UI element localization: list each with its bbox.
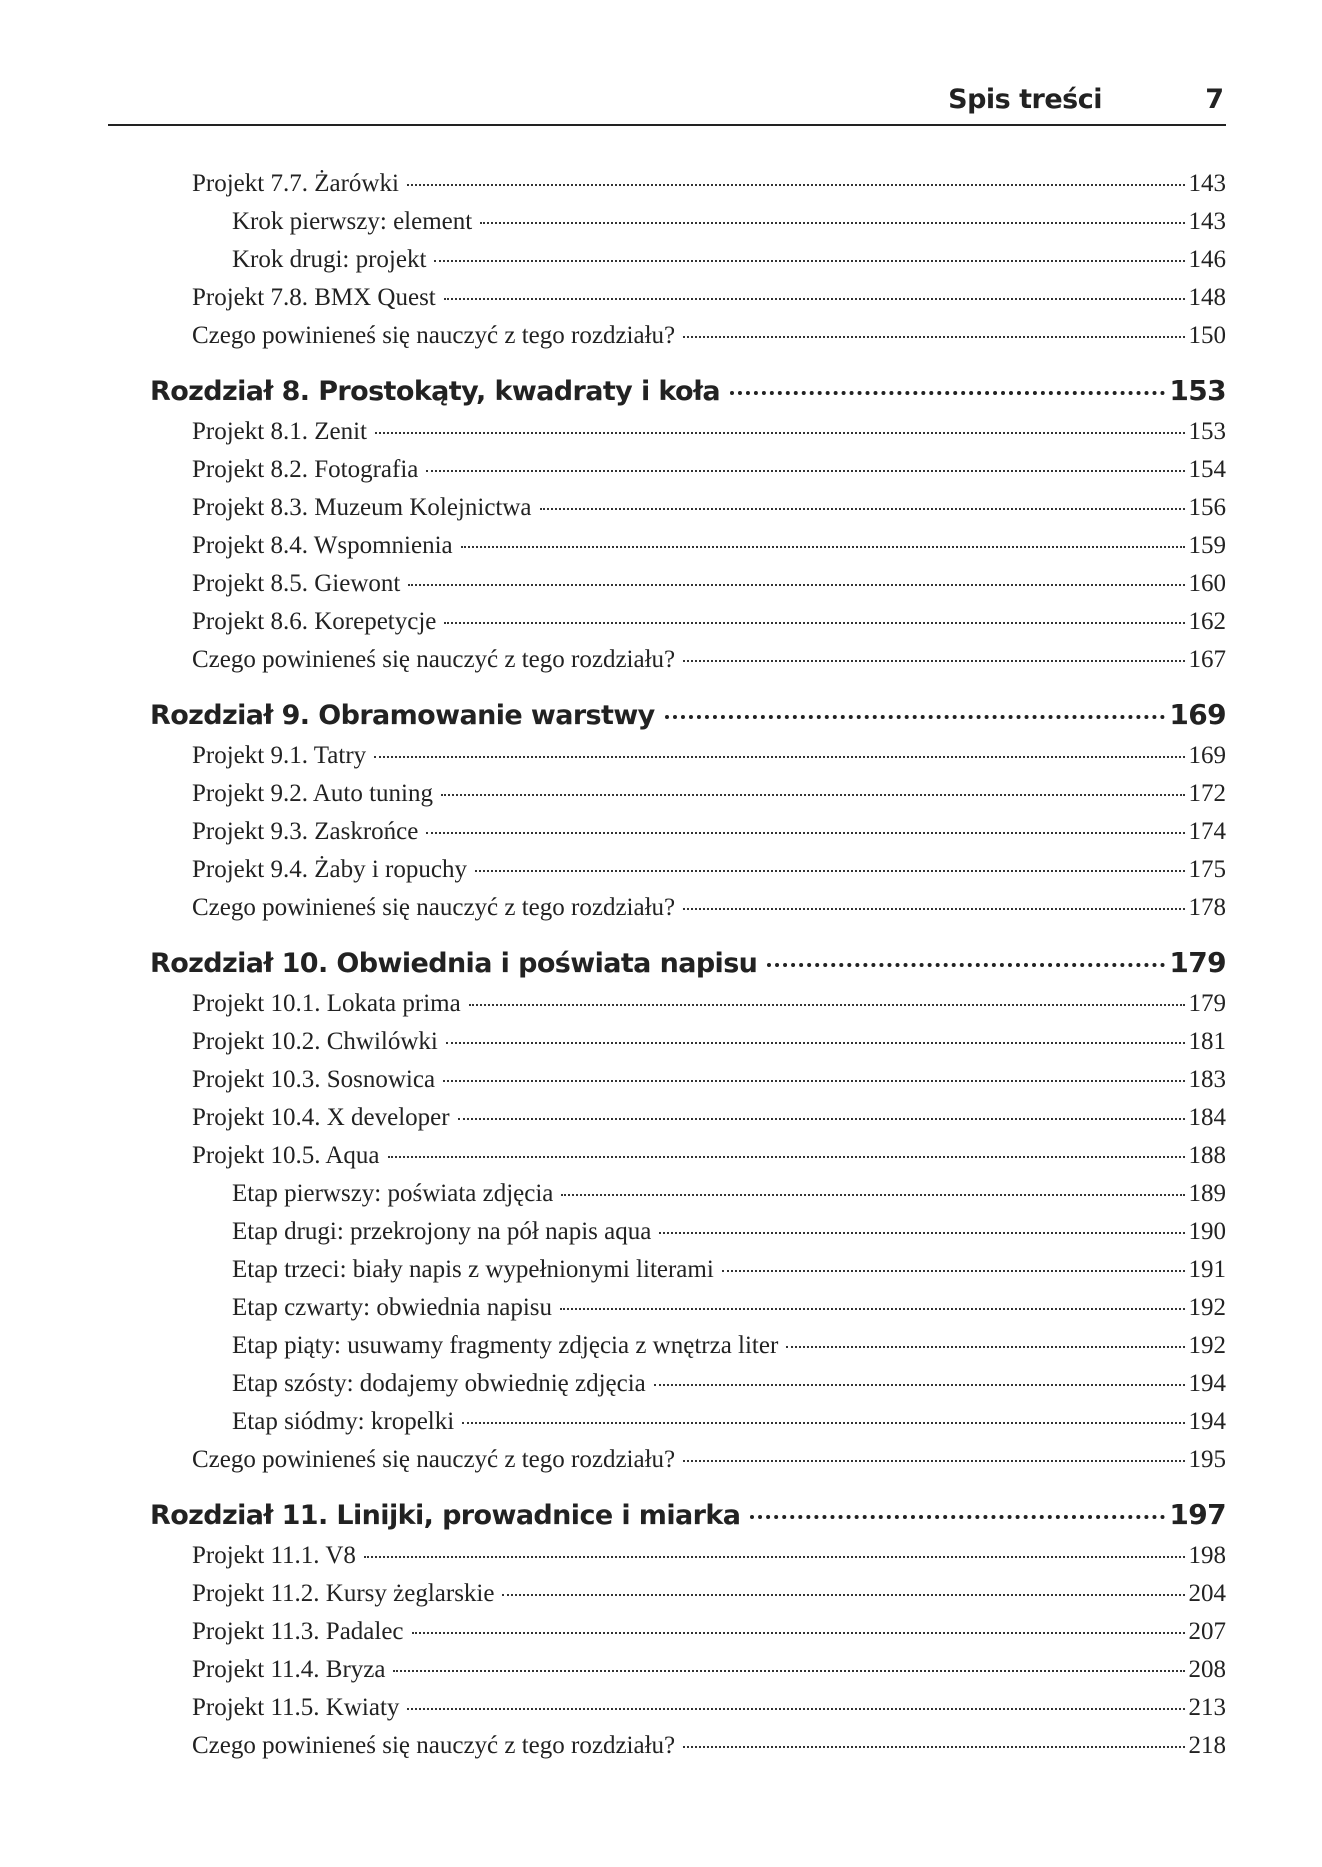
dot-leader <box>443 1080 1184 1082</box>
toc-entry-label: Krok drugi: projekt <box>232 246 427 273</box>
toc-entry-label: Etap czwarty: obwiednia napisu <box>232 1294 553 1321</box>
toc-subsection-entry <box>150 1327 1226 1365</box>
toc-subsection-entry <box>150 1175 1226 1213</box>
toc-entry-page: 179 <box>1188 990 1226 1017</box>
toc-entry-label: Etap trzeci: biały napis z wypełnionymi literami <box>232 1256 714 1283</box>
toc-subsection-entry <box>150 1403 1226 1441</box>
toc-entry-label: Projekt 8.1. Zenit <box>192 418 367 445</box>
toc-entry-page: 172 <box>1188 780 1226 807</box>
dot-leader <box>458 1118 1185 1120</box>
dot-leader <box>683 660 1184 662</box>
toc-entry-page: 146 <box>1188 246 1226 273</box>
toc-entry-page: 174 <box>1188 818 1226 845</box>
toc-entry-label: Projekt 10.4. X developer <box>192 1104 450 1131</box>
toc-entry-page: 195 <box>1188 1446 1226 1473</box>
toc-chapter-entry <box>150 1493 1226 1537</box>
toc-entry-label: Krok pierwszy: element <box>232 208 473 235</box>
toc-entry-page: 192 <box>1188 1332 1226 1359</box>
toc-section-entry <box>150 851 1226 889</box>
toc-section-entry <box>150 1727 1226 1765</box>
toc-entry-label: Projekt 10.2. Chwilówki <box>192 1028 438 1055</box>
dot-leader <box>502 1594 1184 1596</box>
toc-entry-label: Czego powinieneś się nauczyć z tego rozdziału? <box>192 1732 676 1759</box>
toc-entry-page: 218 <box>1188 1732 1226 1759</box>
toc-entry-page: 213 <box>1188 1694 1226 1721</box>
toc-entry-label: Projekt 8.4. Wspomnienia <box>192 532 453 559</box>
toc-section-entry <box>150 489 1226 527</box>
toc-chapter-entry <box>150 941 1226 985</box>
dot-leader <box>374 756 1184 758</box>
dot-leader <box>426 832 1184 834</box>
toc-entry-page: 153 <box>1188 418 1226 445</box>
running-header-title: Spis treści <box>948 84 1102 115</box>
toc-entry-page: 197 <box>1169 1498 1226 1531</box>
toc-section-entry <box>150 1137 1226 1175</box>
dot-leader <box>407 184 1185 186</box>
toc-entry-page: 156 <box>1188 494 1226 521</box>
toc-section-entry <box>150 1441 1226 1479</box>
dot-leader <box>560 1308 1184 1310</box>
dot-leader <box>434 260 1184 262</box>
toc-entry-page: 154 <box>1188 456 1226 483</box>
dot-leader <box>750 1515 1165 1519</box>
toc-entry-page: 169 <box>1169 698 1226 731</box>
toc-entry-label: Projekt 11.5. Kwiaty <box>192 1694 400 1721</box>
toc-section-entry <box>150 1613 1226 1651</box>
toc-entry-label: Projekt 8.2. Fotografia <box>192 456 419 483</box>
toc-entry-label: Projekt 10.5. Aqua <box>192 1142 380 1169</box>
toc-section-entry <box>150 641 1226 679</box>
toc-entry-label: Rozdział 8. Prostokąty, kwadraty i koła <box>150 376 721 407</box>
dot-leader <box>654 1384 1185 1386</box>
toc-entry-page: 175 <box>1188 856 1226 883</box>
toc-section-entry <box>150 565 1226 603</box>
toc-entry-label: Rozdział 11. Linijki, prowadnice i miarka <box>150 1500 741 1531</box>
dot-leader <box>561 1194 1184 1196</box>
toc-entry-label: Czego powinieneś się nauczyć z tego rozdziału? <box>192 894 676 921</box>
toc-entry-page: 207 <box>1188 1618 1226 1645</box>
toc-section-entry <box>150 1537 1226 1575</box>
dot-leader <box>722 1270 1185 1272</box>
toc-section-entry <box>150 775 1226 813</box>
toc-chapter-entry <box>150 693 1226 737</box>
toc-entry-label: Etap siódmy: kropelki <box>232 1408 455 1435</box>
toc-entry-page: 183 <box>1188 1066 1226 1093</box>
dot-leader <box>412 1632 1185 1634</box>
toc-section-entry <box>150 603 1226 641</box>
toc-entry-page: 208 <box>1188 1656 1226 1683</box>
toc-section-entry <box>150 985 1226 1023</box>
toc-entry-label: Czego powinieneś się nauczyć z tego rozdziału? <box>192 646 676 673</box>
toc-entry-label: Projekt 9.2. Auto tuning <box>192 780 433 807</box>
toc-entry-label: Projekt 10.3. Sosnowica <box>192 1066 436 1093</box>
toc-section-entry <box>150 813 1226 851</box>
toc-entry-page: 179 <box>1169 946 1226 979</box>
toc-entry-label: Rozdział 10. Obwiednia i poświata napisu <box>150 948 758 979</box>
toc-entry-page: 167 <box>1188 646 1226 673</box>
toc-entry-label: Etap drugi: przekrojony na pół napis aqua <box>232 1218 652 1245</box>
toc-entry-label: Projekt 11.2. Kursy żeglarskie <box>192 1580 495 1607</box>
toc-entry-label: Projekt 8.5. Giewont <box>192 570 401 597</box>
toc-entry-label: Projekt 8.6. Korepetycje <box>192 608 437 635</box>
dot-leader <box>375 432 1185 434</box>
toc-subsection-entry <box>150 1213 1226 1251</box>
toc-section-entry <box>150 1575 1226 1613</box>
toc-section-entry <box>150 1689 1226 1727</box>
toc-subsection-entry <box>150 1365 1226 1403</box>
dot-leader <box>540 508 1185 510</box>
toc-entry-page: 194 <box>1188 1370 1226 1397</box>
toc-entry-label: Rozdział 9. Obramowanie warstwy <box>150 700 655 731</box>
toc-section-entry <box>150 527 1226 565</box>
toc-section-entry <box>150 1651 1226 1689</box>
dot-leader <box>480 222 1184 224</box>
toc-chapter-entry <box>150 369 1226 413</box>
toc-entry-label: Projekt 9.4. Żaby i ropuchy <box>192 856 467 883</box>
page-number: 7 <box>1205 84 1224 115</box>
toc-subsection-entry <box>150 203 1226 241</box>
toc-entry-label: Projekt 10.1. Lokata prima <box>192 990 461 1017</box>
dot-leader <box>426 470 1184 472</box>
toc-entry-label: Projekt 9.3. Zaskrońce <box>192 818 419 845</box>
dot-leader <box>462 1422 1184 1424</box>
toc-entry-page: 169 <box>1188 742 1226 769</box>
dot-leader <box>683 1746 1184 1748</box>
toc-entry-label: Czego powinieneś się nauczyć z tego rozdziału? <box>192 322 676 349</box>
dot-leader <box>461 546 1185 548</box>
dot-leader <box>730 391 1165 395</box>
dot-leader <box>767 963 1165 967</box>
dot-leader <box>665 715 1166 719</box>
toc-entry-page: 178 <box>1188 894 1226 921</box>
toc-entry-page: 181 <box>1188 1028 1226 1055</box>
toc-entry-page: 198 <box>1188 1542 1226 1569</box>
toc-entry-page: 143 <box>1188 208 1226 235</box>
toc-section-entry <box>150 413 1226 451</box>
toc-entry-label: Projekt 11.3. Padalec <box>192 1618 404 1645</box>
toc-entry-page: 153 <box>1169 374 1226 407</box>
toc-section-entry <box>150 165 1226 203</box>
dot-leader <box>388 1156 1185 1158</box>
dot-leader <box>446 1042 1185 1044</box>
toc-entry-page: 189 <box>1188 1180 1226 1207</box>
toc-section-entry <box>150 1061 1226 1099</box>
dot-leader <box>407 1708 1184 1710</box>
toc-entry-page: 184 <box>1188 1104 1226 1131</box>
toc-entry-page: 162 <box>1188 608 1226 635</box>
dot-leader <box>444 298 1185 300</box>
toc-entry-page: 160 <box>1188 570 1226 597</box>
toc-section-entry <box>150 889 1226 927</box>
toc-entry-page: 188 <box>1188 1142 1226 1169</box>
toc-entry-label: Etap pierwszy: poświata zdjęcia <box>232 1180 554 1207</box>
toc-entry-label: Projekt 11.1. V8 <box>192 1542 356 1569</box>
dot-leader <box>469 1004 1185 1006</box>
dot-leader <box>408 584 1184 586</box>
dot-leader <box>393 1670 1184 1672</box>
dot-leader <box>475 870 1185 872</box>
toc-entry-page: 159 <box>1188 532 1226 559</box>
dot-leader <box>444 622 1184 624</box>
toc-entry-label: Etap piąty: usuwamy fragmenty zdjęcia z wnętrza liter <box>232 1332 779 1359</box>
toc-entry-page: 192 <box>1188 1294 1226 1321</box>
toc-section-entry <box>150 1023 1226 1061</box>
dot-leader <box>441 794 1185 796</box>
toc-entry-page: 190 <box>1188 1218 1226 1245</box>
toc-subsection-entry <box>150 1251 1226 1289</box>
table-of-contents <box>150 165 1226 1765</box>
dot-leader <box>683 1460 1184 1462</box>
toc-entry-label: Projekt 7.7. Żarówki <box>192 170 399 197</box>
toc-entry-label: Projekt 7.8. BMX Quest <box>192 284 436 311</box>
toc-subsection-entry <box>150 1289 1226 1327</box>
toc-entry-label: Projekt 11.4. Bryza <box>192 1656 386 1683</box>
toc-section-entry <box>150 737 1226 775</box>
toc-entry-page: 143 <box>1188 170 1226 197</box>
running-header <box>108 80 1226 126</box>
toc-subsection-entry <box>150 241 1226 279</box>
toc-entry-page: 204 <box>1188 1580 1226 1607</box>
dot-leader <box>683 336 1184 338</box>
toc-entry-label: Etap szósty: dodajemy obwiednię zdjęcia <box>232 1370 646 1397</box>
toc-section-entry <box>150 279 1226 317</box>
toc-section-entry <box>150 451 1226 489</box>
toc-section-entry <box>150 1099 1226 1137</box>
toc-entry-label: Projekt 9.1. Tatry <box>192 742 367 769</box>
toc-entry-label: Projekt 8.3. Muzeum Kolejnictwa <box>192 494 532 521</box>
toc-entry-page: 148 <box>1188 284 1226 311</box>
dot-leader <box>659 1232 1184 1234</box>
toc-entry-page: 194 <box>1188 1408 1226 1435</box>
toc-entry-label: Czego powinieneś się nauczyć z tego rozdziału? <box>192 1446 676 1473</box>
toc-section-entry <box>150 317 1226 355</box>
dot-leader <box>683 908 1184 910</box>
toc-entry-page: 150 <box>1188 322 1226 349</box>
toc-entry-page: 191 <box>1188 1256 1226 1283</box>
dot-leader <box>364 1556 1185 1558</box>
dot-leader <box>786 1346 1184 1348</box>
